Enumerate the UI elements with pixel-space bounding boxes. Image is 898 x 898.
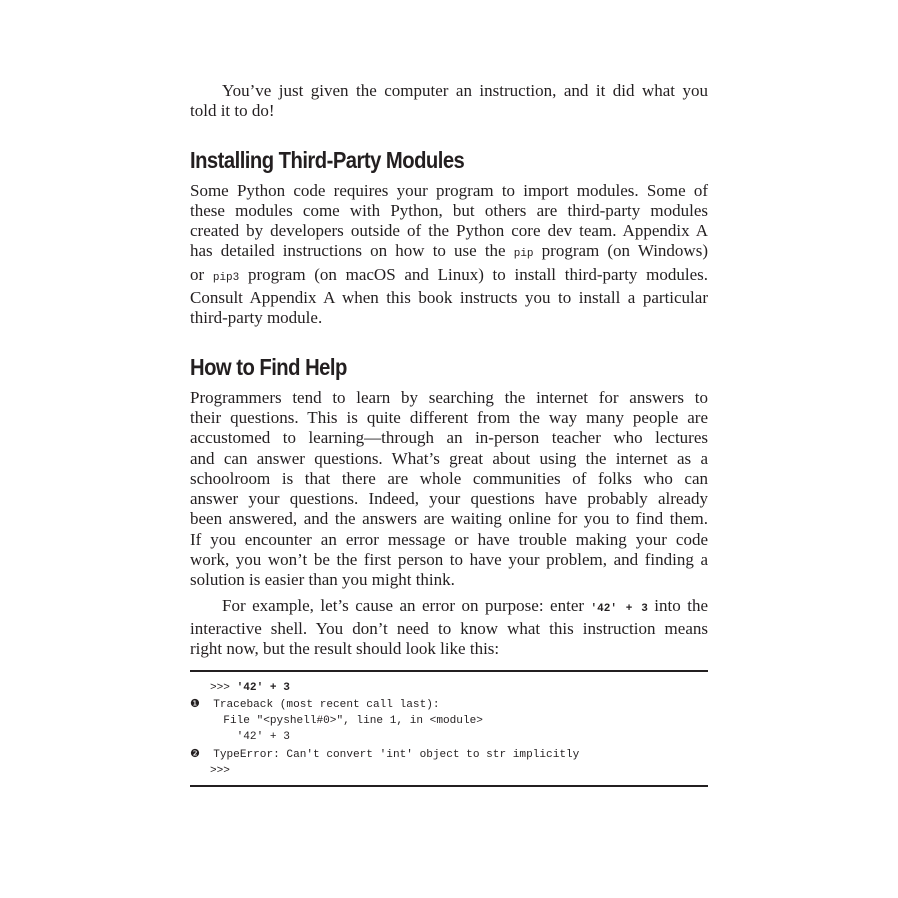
text-run: solution is easier than you might think. — [190, 570, 455, 590]
text-run: You’ve just given the computer an instruction, and it did what you — [222, 81, 708, 100]
text-run: If you encounter an error message or have trouble making your code — [190, 529, 708, 549]
inline-code: pip3 — [212, 271, 240, 284]
text-line — [190, 81, 708, 101]
code-text: Traceback (most recent call last): — [199, 699, 440, 712]
text-line — [190, 221, 708, 241]
text-run: told it to do! — [190, 101, 275, 121]
code-line — [190, 714, 708, 730]
code-text: File "<pyshell#0>", line 1, in <module> — [190, 715, 483, 728]
prompt: >>> — [190, 681, 237, 694]
text-line — [190, 570, 708, 590]
text-line — [190, 639, 708, 659]
heading-installing-modules: Installing Third-Party Modules — [190, 146, 465, 173]
text-run: into the — [647, 595, 709, 615]
text-run: or — [190, 264, 213, 284]
text-line — [190, 550, 708, 570]
inline-code: pip — [513, 248, 534, 261]
text-run: right now, but the result should look like this: — [190, 639, 500, 659]
text-run: For example, let’s cause an error on purpose: enter — [222, 595, 591, 615]
prompt: >>> — [190, 764, 230, 777]
text-run: program (on macOS and Linux) to install third-party modules. — [239, 264, 708, 284]
text-run: Programmers tend to learn by searching the internet for answers to — [190, 387, 708, 407]
code-line — [190, 730, 708, 746]
text-run: and can answer questions. What’s great about using the internet as a — [190, 448, 708, 468]
text-run: interactive shell. You don’t need to know what this instruction means — [190, 618, 708, 638]
text-run: been answered, and the answers are waiting online for you to find them. — [190, 509, 708, 529]
code-listing — [190, 670, 708, 788]
code-text: '42' + 3 — [236, 681, 290, 694]
text-run: answer your questions. Indeed, your questions have probably already — [190, 489, 708, 509]
text-run: created by developers outside of the Python core dev team. Appendix A — [190, 221, 708, 241]
code-text: TypeError: Can't convert 'int' object to str implicitly — [199, 748, 580, 761]
text-run: has detailed instructions on how to use the — [190, 241, 514, 261]
text-run: program (on Windows) — [533, 241, 708, 261]
heading-find-help: How to Find Help — [190, 353, 347, 380]
text-run: Consult Appendix A when this book instructs you to install a particular — [190, 288, 708, 308]
code-line — [190, 681, 708, 697]
code-line — [190, 696, 708, 714]
text-line — [190, 428, 708, 448]
code-line — [190, 764, 708, 780]
text-run: schoolroom is that there are whole communities of folks who can — [190, 468, 708, 488]
code-line — [190, 746, 708, 764]
text-line — [190, 489, 708, 509]
text-line — [190, 596, 708, 619]
paragraph-help — [190, 388, 708, 591]
text-line — [190, 530, 708, 550]
text-run: third-party module. — [190, 308, 323, 328]
paragraph-intro — [190, 81, 708, 122]
callout-number-icon: ❶ — [190, 697, 200, 711]
text-line — [190, 201, 708, 221]
code-text: '42' + 3 — [190, 730, 290, 743]
text-line — [190, 619, 708, 639]
text-line — [190, 308, 708, 328]
inline-code: '42' + 3 — [590, 602, 648, 615]
text-run: Some Python code requires your program to import modules. Some of — [190, 180, 708, 200]
text-run: their questions. This is quite different from the way many people are — [190, 407, 708, 427]
text-line — [190, 241, 708, 264]
text-run: accustomed to learning—through an in-person teacher who lectures — [190, 428, 708, 448]
text-run: these modules come with Python, but others are third-party modules — [190, 200, 708, 220]
text-line — [190, 288, 708, 308]
callout-number-icon: ❷ — [190, 746, 200, 760]
text-line — [190, 408, 708, 428]
text-line — [190, 101, 708, 121]
text-line — [190, 509, 708, 529]
text-run: work, you won’t be the first person to have your problem, and finding a — [190, 550, 708, 570]
text-line — [190, 388, 708, 408]
text-line — [190, 469, 708, 489]
paragraph-example — [190, 596, 708, 660]
text-line — [190, 265, 708, 288]
text-line — [190, 449, 708, 469]
text-line — [190, 181, 708, 201]
paragraph-modules — [190, 181, 708, 329]
